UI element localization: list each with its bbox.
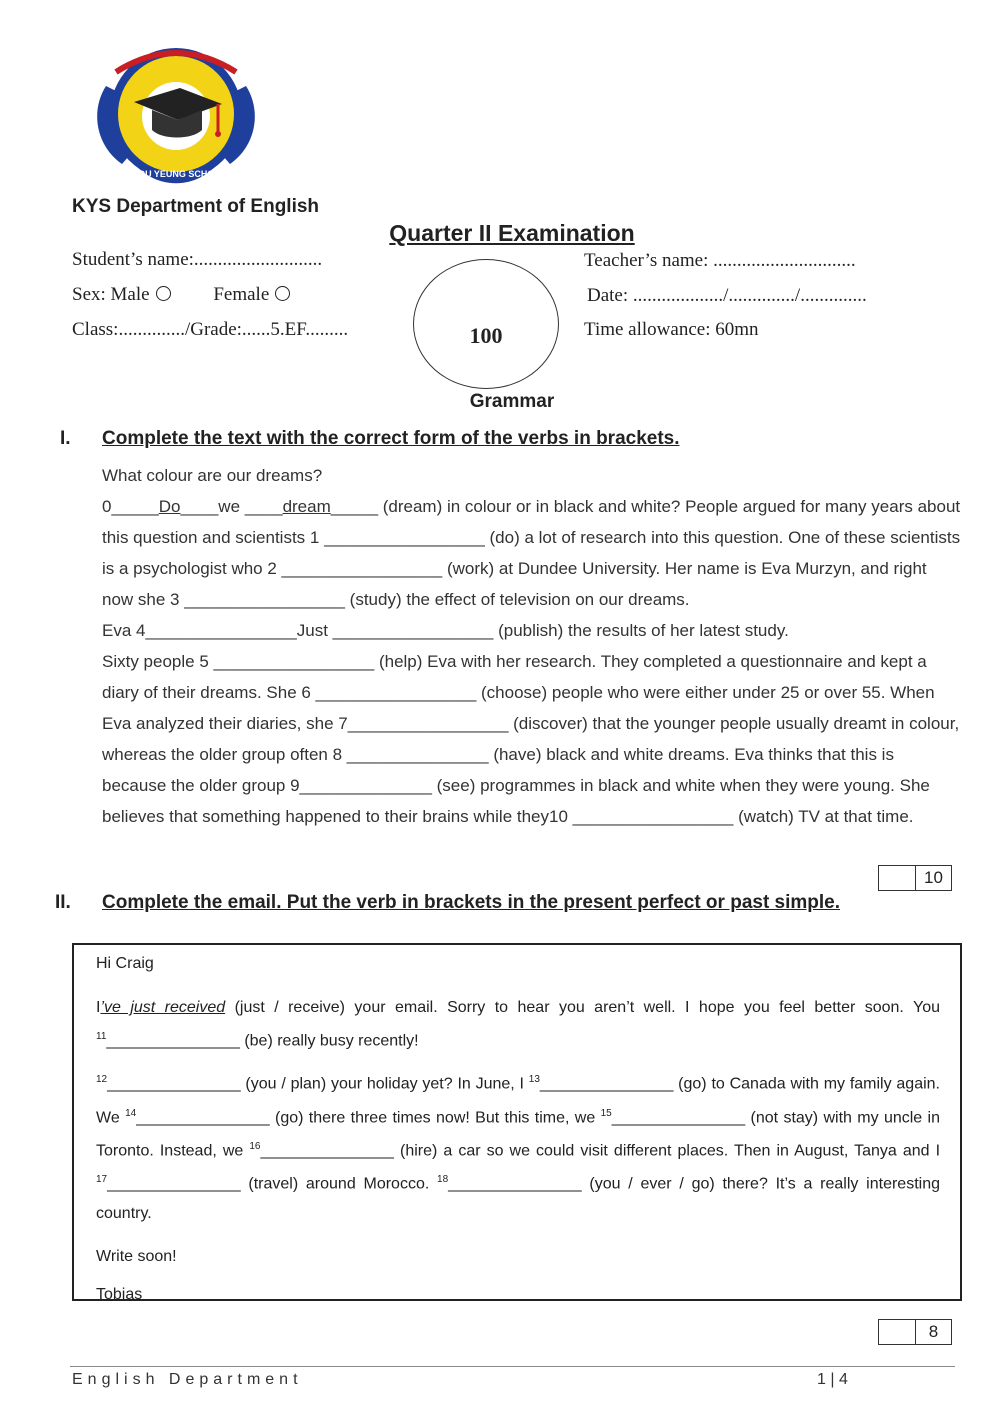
- email-box: [72, 943, 962, 1301]
- student-name-field[interactable]: Student’s name:...........................: [72, 249, 323, 270]
- part1-marks-box: [878, 865, 952, 891]
- exam-title: Quarter II Examination: [389, 220, 635, 246]
- score-total: 100: [469, 323, 503, 348]
- department-name: KYS Department of English: [72, 196, 320, 217]
- male-label: Sex: Male: [72, 284, 150, 305]
- time-allowance: Time allowance: 60mn: [584, 319, 759, 340]
- female-label: Female: [213, 284, 270, 305]
- part1-number: I.: [60, 428, 71, 449]
- email-signature: Tobias: [96, 1285, 143, 1303]
- part2-heading: Complete the email. Put the verb in brackets in the present perfect or past simple.: [102, 892, 841, 913]
- email-greeting: Hi Craig: [96, 955, 154, 972]
- part1-paragraph-1: 0_____Do____we ____dream_____ (dream) in colour or in black and white? People argued for many years about this question and scientists 1 _________________ (do) a lot of research into this question. One of these scientists is a psychologist who 2 _________________ (work) at Dundee University. Her name is Eva Murzyn, and right now she 3 _________________ (study) the effect of television on our dreams.: [102, 497, 961, 609]
- part1-text: [102, 460, 962, 832]
- example-answer-1: Do: [158, 497, 181, 516]
- part1-paragraph-3: Sixty people 5 _________________ (help) Eva with her research. They completed a questionnaire and kept a diary of their dreams. She 6 _________________ (choose) people who were either under 25 or over 55. When Eva analyzed their diaries, she 7_________________ (discover) that the younger people usually dreamt in colour, whereas the older group often 8 _______________ (have) black and white dreams. Eva thinks that this is because the older group 9______________ (see) programmes in black and white when they were young. She believes that something happened to their brains while they10 _________________ (watch) TV at that time.: [102, 652, 960, 826]
- sex-field: [72, 284, 290, 306]
- part1-marks: 10: [924, 868, 943, 887]
- school-logo: [88, 36, 264, 192]
- female-radio[interactable]: [275, 286, 290, 301]
- part2-number: II.: [55, 892, 71, 913]
- part1-paragraph-2: Eva 4________________Just _________________ (publish) the results of her latest study.: [102, 621, 789, 640]
- part1-heading: Complete the text with the correct form of the verbs in brackets.: [102, 428, 680, 449]
- email-closing: Write soon!: [96, 1247, 177, 1265]
- email-paragraph-1: I’ve just received (just / receive) your email. Sorry to hear you aren’t well. I hope you feel better soon. You $^{11}$_______________ (be) really busy recently!: [96, 999, 941, 1050]
- part2-marks: 8: [928, 1322, 939, 1341]
- date-field[interactable]: Date: .................../............../..............: [587, 285, 867, 306]
- part2-marks-box: [878, 1319, 952, 1345]
- email-example-answer: ’ve just received: [100, 999, 226, 1016]
- score-entry-box[interactable]: [879, 1320, 916, 1344]
- email-paragraph-2: $^{12}$_______________ (you / plan) your holiday yet? In June, I $^{13}$_______________ (go) to Canada with my family again. We $^{14}$_______________ (go) there three times now! But this time, we $^{15}$_______________ (not stay) with my uncle in Toronto. Instead, we $^{16}$_______________ (hire) a car so we could visit different places. Then in August, Tanya and I $^{17}$_______________ (travel) around Morocco. $^{18}$_______________ (you / ever / go) there? It’s a really interesting country.: [96, 1074, 941, 1222]
- teacher-name-field[interactable]: Teacher’s name: ..............................: [584, 250, 856, 271]
- text-title: What colour are our dreams?: [102, 466, 323, 485]
- example-answer-2: dream: [282, 497, 331, 516]
- footer-divider: [70, 1366, 955, 1367]
- male-radio[interactable]: [156, 286, 171, 301]
- class-grade-field[interactable]: Class:............../Grade:......5.EF.........: [72, 319, 349, 340]
- score-entry-box[interactable]: [879, 866, 916, 890]
- page-number: 1 | 4: [817, 1371, 848, 1388]
- section-title: Grammar: [469, 391, 555, 412]
- logo-text: KROU YEUNG SCHOOL: [125, 169, 227, 179]
- footer-department: English Department: [72, 1371, 303, 1388]
